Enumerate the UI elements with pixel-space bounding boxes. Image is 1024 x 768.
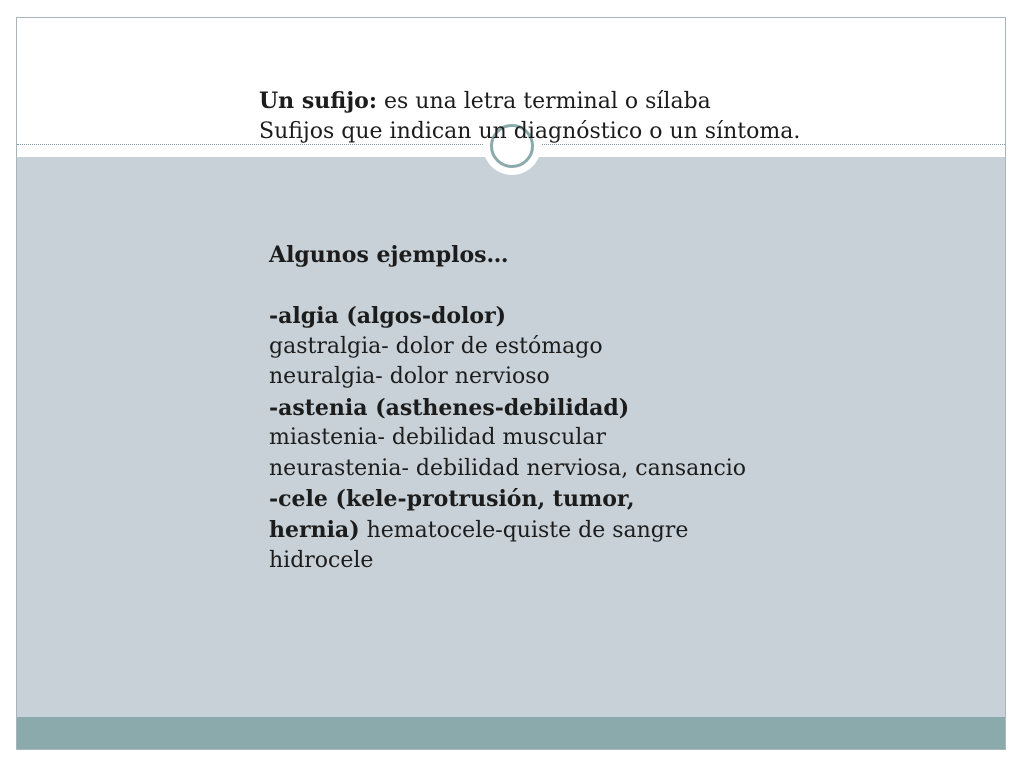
example-line: hidrocele [269,548,374,573]
suffix-term: hernia) [269,516,360,543]
footer-band [17,717,1005,750]
title-line-2: Sufijos que indican un diagnóstico o un síntoma. [259,119,801,144]
content-heading: Algunos ejemplos… [269,242,509,268]
suffix-term: -algia (algos-dolor) [269,303,507,329]
slide [16,17,1006,750]
example-line: neuralgia- dolor nervioso [269,364,550,389]
title-definition: es una letra terminal o sílaba [383,89,711,114]
example-line: miastenia- debilidad muscular [269,425,606,450]
example-line: hematocele-quiste de sangre [366,517,689,543]
example-line: gastralgia- dolor de estómago [269,333,603,359]
suffix-term: -astenia (asthenes-debilidad) [269,394,630,421]
title-line-1 [259,86,800,117]
mixed-line [269,515,746,547]
title-label: Un sufijo: [259,88,377,114]
example-line: neurastenia- debilidad nerviosa, cansancio [269,455,747,481]
slide-title [259,86,800,147]
spacer [269,271,746,302]
suffix-term: -cele (kele-protrusión, tumor, [269,486,635,512]
slide-content [269,240,746,577]
